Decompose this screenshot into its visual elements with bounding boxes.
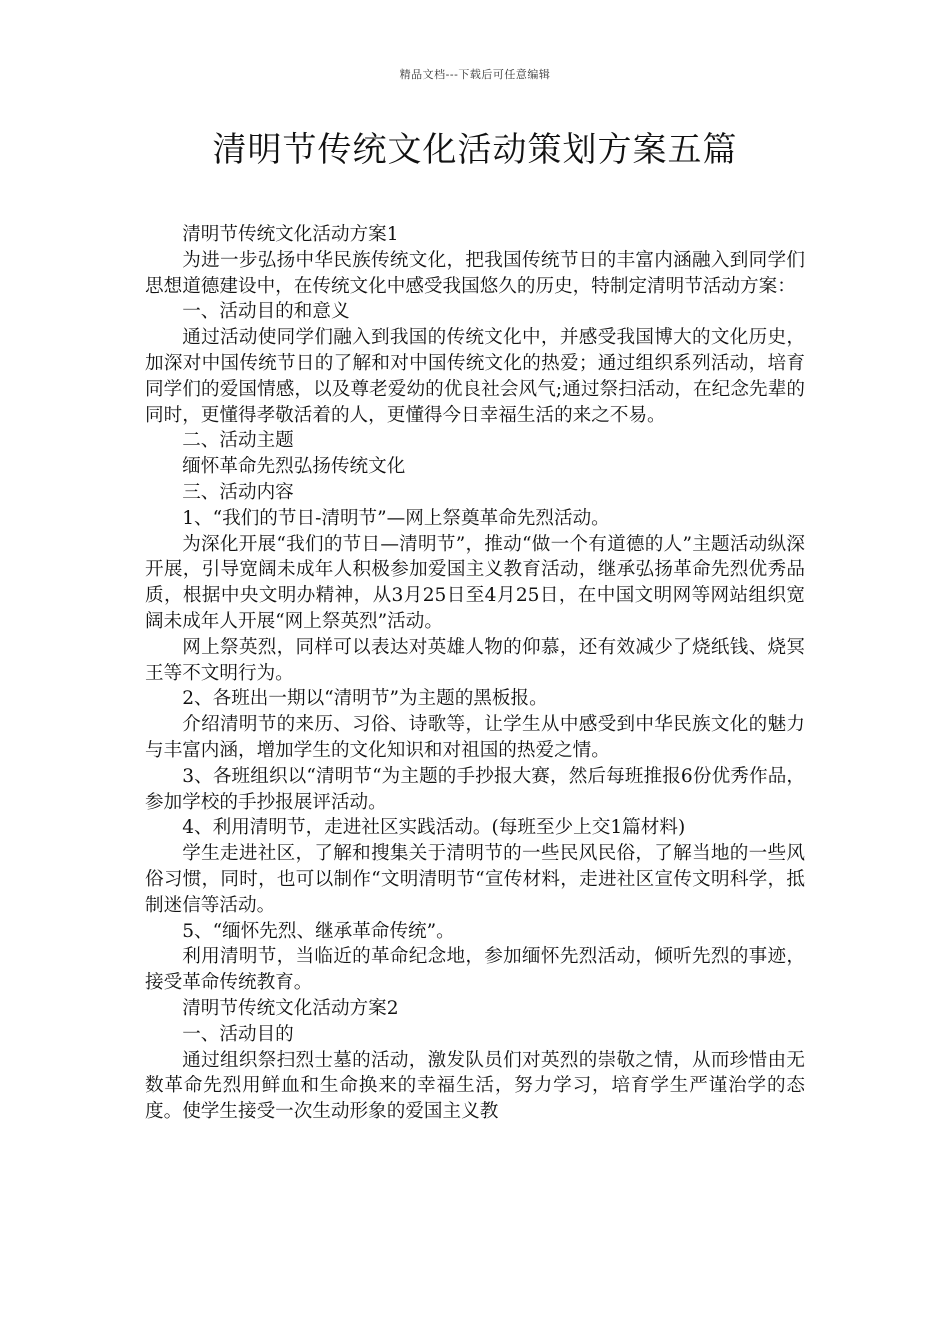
heading-purpose-meaning: 一、活动目的和意义 bbox=[182, 301, 350, 323]
item-3-paragraph: 3、各班组织以“清明节“为主题的手抄报大赛，然后每班推报6份优秀作品，参加学校的手抄报展评活动。 bbox=[145, 765, 805, 813]
heading-content: 三、活动内容 bbox=[182, 481, 294, 503]
item-1-paragraph-2: 网上祭英烈，同样可以表达对英雄人物的仰慕，还有效减少了烧纸钱、烧冥王等不文明行为。 bbox=[145, 636, 805, 684]
item-2-paragraph: 介绍清明节的来历、习俗、诗歌等，让学生从中感受到中华民族文化的魅力与丰富内涵，增加学生的文化知识和对祖国的热爱之情。 bbox=[145, 714, 805, 761]
plan-2-paragraph-purpose: 通过组织祭扫烈士墓的活动，激发队员们对英烈的崇敬之情，从而珍惜由无数革命先烈用鲜血和生命换来的幸福生活，努力学习，培育学生严谨治学的态度。使学生接受一次生动形象的爱国主义教 bbox=[145, 1049, 805, 1123]
section-heading-plan-1: 清明节传统文化活动方案1 bbox=[182, 224, 399, 245]
item-2-heading: 2、各班出一期以“清明节”为主题的黑板报。 bbox=[182, 688, 548, 710]
item-5-heading: 5、“缅怀先烈、继承革命传统”。 bbox=[182, 920, 455, 942]
item-4-paragraph: 学生走进社区，了解和搜集关于清明节的一些民风民俗，了解当地的一些风俗习惯，同时，也可以制作“文明清明节“宣传材料，走进社区宣传文明科学，抵制迷信等活动。 bbox=[145, 843, 805, 916]
paragraph-theme: 缅怀革命先烈弘扬传统文化 bbox=[182, 456, 406, 478]
item-1-paragraph: 为深化开展“我们的节日—清明节”，推动“做一个有道德的人”主题活动纵深开展，引导宽阔未成年人积极参加爱国主义教育活动，继承弘扬革命先烈优秀品质，根据中央文明办精神，从3月25日至4月25日，在中国文明网等网站组织宽阔未成年人开展“网上祭英烈”活动。 bbox=[145, 533, 805, 632]
section-heading-plan-2: 清明节传统文化活动方案2 bbox=[182, 997, 399, 1019]
plan-2-heading-purpose: 一、活动目的 bbox=[182, 1023, 294, 1045]
heading-theme: 二、活动主题 bbox=[182, 430, 294, 452]
item-4-heading: 4、利用清明节，走进社区实践活动。(每班至少上交1篇材料) bbox=[182, 817, 686, 839]
document-body bbox=[145, 222, 805, 1125]
document-title: 清明节传统文化活动策划方案五篇 bbox=[212, 130, 738, 170]
paragraph-intro: 为进一步弘扬中华民族传统文化，把我国传统节日的丰富内涵融入到同学们思想道德建设中，在传统文化中感受我国悠久的历史，特制定清明节活动方案： bbox=[145, 249, 805, 297]
item-1-heading: 1、“我们的节日-清明节”—网上祭奠革命先烈活动。 bbox=[182, 507, 610, 529]
header-note: 精品文档---下载后可任意编辑 bbox=[399, 68, 551, 81]
paragraph-purpose: 通过活动使同学们融入到我国的传统文化中，并感受我国博大的文化历史，加深对中国传统节日的了解和对中国传统文化的热爱；通过组织系列活动，培育同学们的爱国情感，以及尊老爱幼的优良社会风气;通过祭扫活动，在纪念先辈的同时，更懂得孝敬活着的人，更懂得今日幸福生活的来之不易。 bbox=[145, 327, 805, 426]
item-5-paragraph: 利用清明节，当临近的革命纪念地，参加缅怀先烈活动，倾听先烈的事迹，接受革命传统教育。 bbox=[145, 946, 805, 994]
